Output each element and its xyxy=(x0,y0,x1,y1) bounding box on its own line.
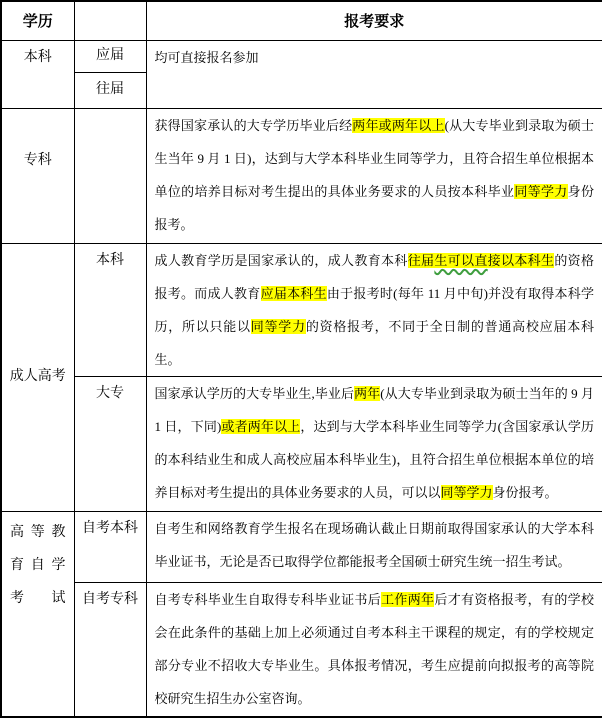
highlighted-text: 同等学力 xyxy=(250,318,306,334)
highlighted-text: 同等学力 xyxy=(440,484,493,500)
row-zhuanke xyxy=(1,108,602,243)
text-segment: 成人教育学历是国家承认的，成人教育本科 xyxy=(154,252,408,268)
row-zikao-benke xyxy=(1,511,602,582)
text-segment: ，达到与大学本科毕业生同等学力(含国家承认学历的本科结业生和成人高校应届本科毕业生)，且符合招生单位根据本单位的培养目标对考生提出的具体业务要求的人员，可以以 xyxy=(154,418,594,500)
highlighted-text: 往届 xyxy=(407,252,435,268)
row-benke-yingjie xyxy=(1,40,602,72)
text-segment: 的资格报考，不同于全日制的普通高校应届本科生。 xyxy=(154,318,594,367)
text-segment: 获得国家承认的大专学历毕业后经 xyxy=(154,117,353,133)
req-chengren-dazhuan-cell xyxy=(146,376,602,511)
text-segment: 身份报考。 xyxy=(492,484,558,500)
req-zikao-benke-cell: 自考生和网络教育学生报名在现场确认截止日期前取得国家承认的大学本科毕业证书，无论是否已取得学位都能报考全国硕士研究生统一招生考试。 xyxy=(146,511,602,582)
text-segment: 的资格报考。而成人教育 xyxy=(154,252,594,301)
header-requirements-cell: 报考要求 xyxy=(146,1,602,40)
text-segment: 由于报考时(每年 11 月中旬)并没有取得本科学历，所以只能以 xyxy=(154,285,594,334)
text-segment: 自考专科毕业生自取得专科毕业证书后 xyxy=(154,591,382,607)
cell-yingjie: 应届 xyxy=(74,40,146,72)
text-segment: (从大专毕业到录取为硕士生当年 9 月 1 日)，达到与大学本科毕业生同等学力，且符合招生单位根据本单位的培养目标对考生提出的具体业务要求的人员按本科毕业 xyxy=(154,117,594,199)
req-zikao-zhuanke-cell xyxy=(146,582,602,717)
highlighted-text: 两年或两年以上 xyxy=(352,117,445,133)
cell-zikao-zhuanke: 自考专科 xyxy=(74,582,146,717)
cell-chengren-dazhuan: 大专 xyxy=(74,376,146,511)
highlighted-text: 同等学力 xyxy=(514,183,568,199)
row-chengren-benke xyxy=(1,243,602,376)
highlighted-text: 或者两年以上 xyxy=(221,418,301,434)
req-chengren-benke-cell xyxy=(146,243,602,376)
text-segment: 身份报考。 xyxy=(154,183,594,232)
row-zikao-zhuanke xyxy=(1,582,602,717)
highlighted-text: 两年 xyxy=(354,385,381,401)
req-benke-cell: 均可直接报名参加 xyxy=(146,40,602,108)
row-chengren-dazhuan xyxy=(1,376,602,511)
header-sub-cell xyxy=(74,1,146,40)
req-zhuanke-cell xyxy=(146,108,602,243)
cell-wangjie: 往届 xyxy=(74,72,146,108)
highlighted-text: 接以本科生 xyxy=(487,252,555,268)
highlighted-text: 应届本科生 xyxy=(260,285,327,301)
highlighted-text: 工作两年 xyxy=(381,591,435,607)
text-segment: (从大专毕业到录取为硕士当年的 9 月 1 日，下同) xyxy=(154,385,594,434)
header-row xyxy=(1,1,602,40)
cell-zikao-benke: 自考本科 xyxy=(74,511,146,582)
header-education-cell: 学历 xyxy=(1,1,74,40)
text-segment: 后才有资格报考，有的学校会在此条件的基础上加上必须通过自考本科主干课程的规定，有的学校规定部分专业不招收大专毕业生。具体报考情况，考生应提前向拟报考的高等院校研究生招生办公室咨询。 xyxy=(154,591,594,706)
row-label-benke: 本科 xyxy=(1,40,74,108)
cell-chengren-benke: 本科 xyxy=(74,243,146,376)
text-segment: 国家承认学历的大专毕业生,毕业后 xyxy=(154,385,355,401)
row-label-zixuekaoshi: 高等教育自学考试 xyxy=(1,511,74,717)
cell-zhuanke-sub-empty xyxy=(74,108,146,243)
highlighted-text: 生可以直 xyxy=(434,252,488,268)
row-label-zhuanke: 专科 xyxy=(1,108,74,243)
row-label-chengrengaokao: 成人高考 xyxy=(1,243,74,511)
